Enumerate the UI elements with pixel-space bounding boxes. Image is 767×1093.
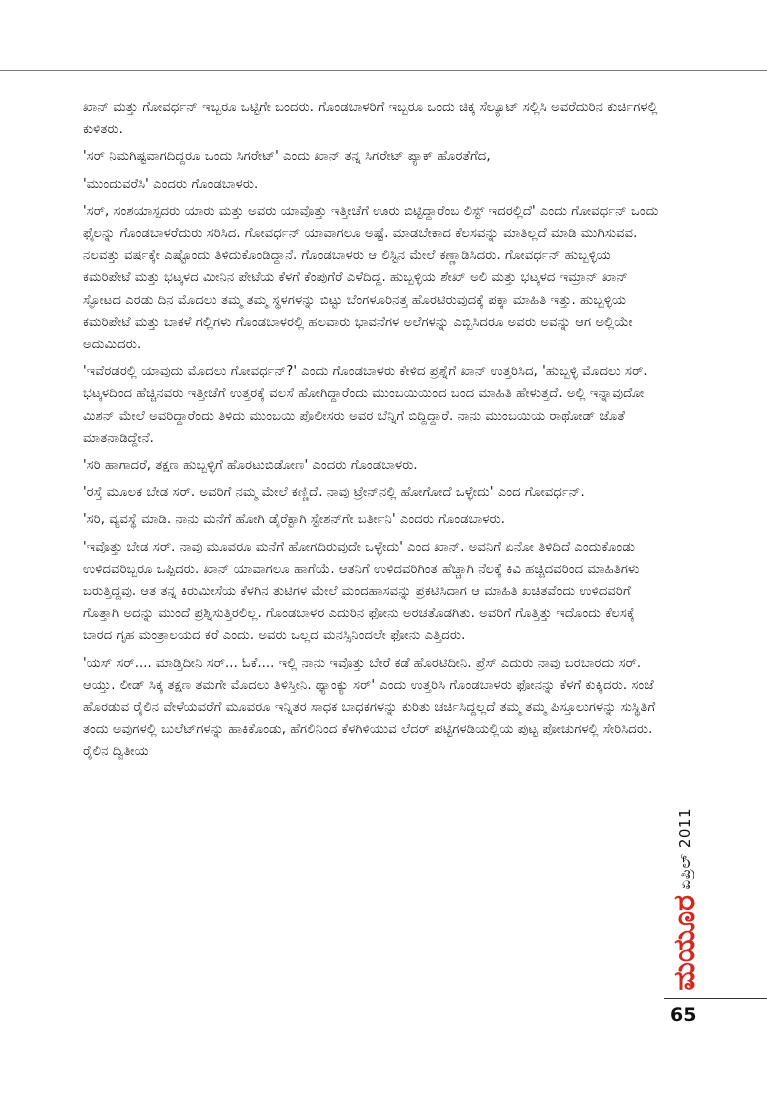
- paragraph: 'ಸರಿ, ವ್ಯವಸ್ಥೆ ಮಾಡಿ. ನಾನು ಮನೆಗೆ ಹೋಗಿ ಡೈರೆಕ್ಟಾಗಿ ಸ್ಟೇಶನ್‌ಗೇ ಬರ್ತೀನಿ' ಎಂದರು ಗೊಂಡಬಾಳರು.: [83, 512, 506, 528]
- paragraph: 'ಇವೊತ್ತು ಬೇಡ ಸರ್. ನಾವು ಮೂವರೂ ಮನೆಗೆ ಹೋಗದಿರುವುದೇ ಒಳ್ಳೇದು' ಎಂದ ಖಾನ್. ಅವನಿಗೆ ಏನೋ ತಿಳಿದಿದೆ ಎಂದುಕೊಂಡು ಉಳಿದವರಿಬ್ಬರೂ ಒಪ್ಪಿದರು. ಖಾನ್ ಯಾವಾಗಲೂ ಹಾಗೆಯೆ. ಆತನಿಗೆ ಉಳಿದವರಿಗಿಂತ ಹೆಚ್ಚಾಗಿ ನೆಲಕ್ಕೆ ಕಿವಿ ಹಚ್ಚಿದವರಿಂದ ಮಾಹಿತಿಗಳು ಬರುತ್ತಿದ್ದವು. ಆತ ತನ್ನ ಕಿರುಮೀಸೆಯ ಕೆಳಗಿನ ತುಟಿಗಳ ಮೇಲೆ ಮಂದಹಾಸವನ್ನು ಪ್ರಕಟಿಸಿದಾಗ ಆ ಮಾಹಿತಿ ಖಚಿತವೆಂದು ಉಳಿದವರಿಗೆ ಗೊತ್ತಾಗಿ ಅದನ್ನು ಮುಂದೆ ಪ್ರಶ್ನಿಸುತ್ತಿರಲಿಲ್ಲ. ಗೊಂಡಬಾಳರ ಎದುರಿನ ಫೋನು ಅರಚತೊಡಗಿತು. ಅವರಿಗೆ ಗೊತ್ತಿತ್ತು ಇದೊಂದು ಕೆಲಸಕ್ಕೆ ಬಾರದ ಗೃಹ ಮಂತ್ರಾಲಯದ ಕರೆ ಎಂದು. ಅವರು ಒಲ್ಲದ ಮನಸ್ಸಿನಿಂದಲೇ ಫೋನು ಎತ್ತಿದರು.: [83, 539, 640, 644]
- paragraph: 'ಯಸ್ ಸರ್.... ಮಾಡ್ತಿದೀನಿ ಸರ್... ಓಕೆ.... ಇಲ್ಲಿ ನಾನು ಇವೊತ್ತು ಬೇರೆ ಕಡೆ ಹೊರಟಿದೀನಿ. ಪ್ರೆಸ್ ಎದುರು ನಾವು ಬರಬಾರದು ಸರ್. ಆಯ್ತು. ಲೀಡ್ ಸಿಕ್ಕ ತಕ್ಷಣ ತಮಗೇ ಮೊದಲು ತಿಳಿಸ್ತೀನಿ. ಥ್ಯಾಂಕ್ಯು ಸರ್' ಎಂದು ಉತ್ತರಿಸಿ ಗೊಂಡಬಾಳರು ಫೋನನ್ನು ಕೆಳಗೆ ಕುಕ್ಕಿದರು. ಸಂಜೆ ಹೊರಡುವ ರೈಲಿನ ವೇಳೆಯವರೆಗೆ ಮೂವರೂ ಇನ್ನಿತರ ಸಾಧಕ ಬಾಧಕಗಳನ್ನು ಕುರಿತು ಚರ್ಚಿಸಿದ್ದಲ್ಲದೆ ತಮ್ಮ ತಮ್ಮ ಪಿಸ್ತೂಲುಗಳನ್ನು ಸುಸ್ಥಿತಿಗೆ ತಂದು ಅವುಗಳಲ್ಲಿ ಬುಲೆಟ್‌ಗಳನ್ನು ಹಾಕಿಕೊಂಡು, ಹೆಗಲಿನಿಂದ ಕೆಳಗಿಳಿಯುವ ಲೆದರ್ ಪಟ್ಟಿಗಳಡಿಯಲ್ಲಿಯ ಪುಟ್ಟ ಪೋಚುಗಳಲ್ಲಿ ಸೇರಿಸಿದರು. ರೈಲಿನ ದ್ವಿತೀಯ: [83, 655, 656, 760]
- page-number-rule: [664, 998, 767, 999]
- paragraph: 'ಇವೆರಡರಲ್ಲಿ ಯಾವುದು ಮೊದಲು ಗೋವರ್ಧನ್?' ಎಂದು ಗೊಂಡಬಾಳರು ಕೇಳಿದ ಪ್ರಶ್ನೆಗೆ ಖಾನ್ ಉತ್ತರಿಸಿದ, 'ಹುಬ್ಬಳ್ಳಿ ಮೊದಲು ಸರ್. ಭಟ್ಕಳದಿಂದ ಹೆಚ್ಚಿನವರು ಇತ್ತೀಚೆಗೆ ಉತ್ತರಕ್ಕೆ ವಲಸೆ ಹೋಗಿದ್ದಾರೆಂದು ಮುಂಬಯಿಯಿಂದ ಬಂದ ಮಾಹಿತಿ ಹೇಳುತ್ತದೆ. ಅಲ್ಲಿ ಇನ್ನಾವುದೋ ಮಿಶನ್ ಮೇಲೆ ಅವರಿದ್ದಾರೆಂದು ತಿಳಿದು ಮುಂಬಯಿ ಪೊಲೀಸರು ಅವರ ಬೆನ್ನಿಗೆ ಬಿದ್ದಿದ್ದಾರೆ. ನಾನು ಮುಂಬಯಿಯ ರಾಥೋಡ್ ಜೊತೆ ಮಾತನಾಡಿದ್ದೇನೆ.: [83, 364, 648, 446]
- page-number: 65: [670, 1004, 697, 1026]
- paragraph: 'ಸರ್, ಸಂಶಯಾಸ್ಪದರು ಯಾರು ಮತ್ತು ಅವರು ಯಾವೊತ್ತು ಇತ್ತೀಚೆಗೆ ಊರು ಬಿಟ್ಟಿದ್ದಾರೆಂಬ ಲಿಸ್ಟ್ ಇದರಲ್ಲಿದೆ' ಎಂದು ಗೋವರ್ಧನ್ ಒಂದು ಫೈಲನ್ನು ಗೊಂಡಬಾಳರೆದುರು ಸರಿಸಿದ. ಗೋವರ್ಧನ್ ಯಾವಾಗಲೂ ಅಷ್ಟೆ. ಮಾಡಬೇಕಾದ ಕೆಲಸವನ್ನು ಮಾತಿಲ್ಲದೆ ಮಾಡಿ ಮುಗಿಸುವವ. ನಲವತ್ತು ವರ್ಷಕ್ಕೇ ಎಷ್ಟೊಂದು ತಿಳಿದುಕೊಂಡಿದ್ದಾನೆ. ಗೊಂಡಬಾಳರು ಆ ಲಿಸ್ಟಿನ ಮೇಲೆ ಕಣ್ಣಾಡಿಸಿದರು. ಗೋವರ್ಧನ್ ಹುಬ್ಬಳ್ಳಿಯ ಕಮರಿಪೇಟೆ ಮತ್ತು ಭಟ್ಕಳದ ಮೀನಿನ ಪೇಟೆಯ ಕೆಳಗೆ ಕೆಂಪುಗೆರೆ ಎಳೆದಿದ್ದ. ಹುಬ್ಬಳ್ಳಿಯ ಶೇಖ್ ಅಲಿ ಮತ್ತು ಭಟ್ಕಳದ ಇಮ್ರಾನ್ ಖಾನ್ ಸ್ಫೋಟದ ಎರಡು ದಿನ ಮೊದಲು ತಮ್ಮ ತಮ್ಮ ಸ್ಥಳಗಳನ್ನು ಬಿಟ್ಟು ಬೆಂಗಳೂರಿನತ್ತ ಹೊರಟಿರುವುದಕ್ಕೆ ಪಕ್ಕಾ ಮಾಹಿತಿ ಇತ್ತು. ಹುಬ್ಬಳ್ಳಿಯ ಕಮರಿಪೇಟೆ ಮತ್ತು ಬಾಕಳೆ ಗಲ್ಲಿಗಳು ಗೊಂಡಬಾಳರಲ್ಲಿ ಹಲವಾರು ಭಾವನೆಗಳ ಅಲೆಗಳನ್ನು ಎಬ್ಬಿಸಿದರೂ ಅವರು ಅವನ್ನು ಆಗ ಅಲ್ಲಿಯೇ ಅದುಮಿದರು.: [83, 203, 659, 353]
- magazine-logo-text: ಮಯೂರ: [667, 894, 702, 991]
- paragraph: 'ಮುಂದುವರೆಸಿ' ಎಂದರು ಗೊಂಡಬಾಳರು.: [83, 176, 259, 192]
- magazine-logo: [668, 895, 702, 990]
- paragraph: 'ರಸ್ತೆ ಮೂಲಕ ಬೇಡ ಸರ್. ಅವರಿಗೆ ನಮ್ಮ ಮೇಲೆ ಕಣ್ಣಿದೆ. ನಾವು ಟ್ರೇನ್‌ನಲ್ಲಿ ಹೋಗೋದೆ ಒಳ್ಳೇದು' ಎಂದ ಗೋವರ್ಧನ್.: [83, 485, 585, 501]
- top-rule: [0, 70, 767, 71]
- article-body: [83, 97, 661, 769]
- paragraph: ಖಾನ್ ಮತ್ತು ಗೋವರ್ಧನ್ ಇಬ್ಬರೂ ಒಟ್ಟಿಗೇ ಬಂದರು. ಗೊಂಡಬಾಳರಿಗೆ ಇಬ್ಬರೂ ಒಂದು ಚಿಕ್ಕ ಸೆಲ್ಯೂಟ್ ಸಲ್ಲಿಸಿ ಅವರೆದುರಿನ ಕುರ್ಚಿಗಳಲ್ಲಿ ಕುಳಿತರು.: [83, 100, 658, 138]
- issue-date: ಏಪ್ರಿಲ್ 2011: [676, 808, 694, 890]
- paragraph: 'ಸರಿ ಹಾಗಾದರೆ, ತಕ್ಷಣ ಹುಬ್ಬಳ್ಳಿಗೆ ಹೊರಟುಬಿಡೋಣ' ಎಂದರು ಗೊಂಡಬಾಳರು.: [83, 458, 418, 474]
- paragraph: 'ಸರ್ ನಿಮಗಿಷ್ಟವಾಗದಿದ್ದರೂ ಒಂದು ಸಿಗರೇಟ್' ಎಂದು ಖಾನ್ ತನ್ನ ಸಿಗರೇಟ್ ಪ್ಯಾಕ್ ಹೊರತೆಗೆದ,: [83, 149, 491, 165]
